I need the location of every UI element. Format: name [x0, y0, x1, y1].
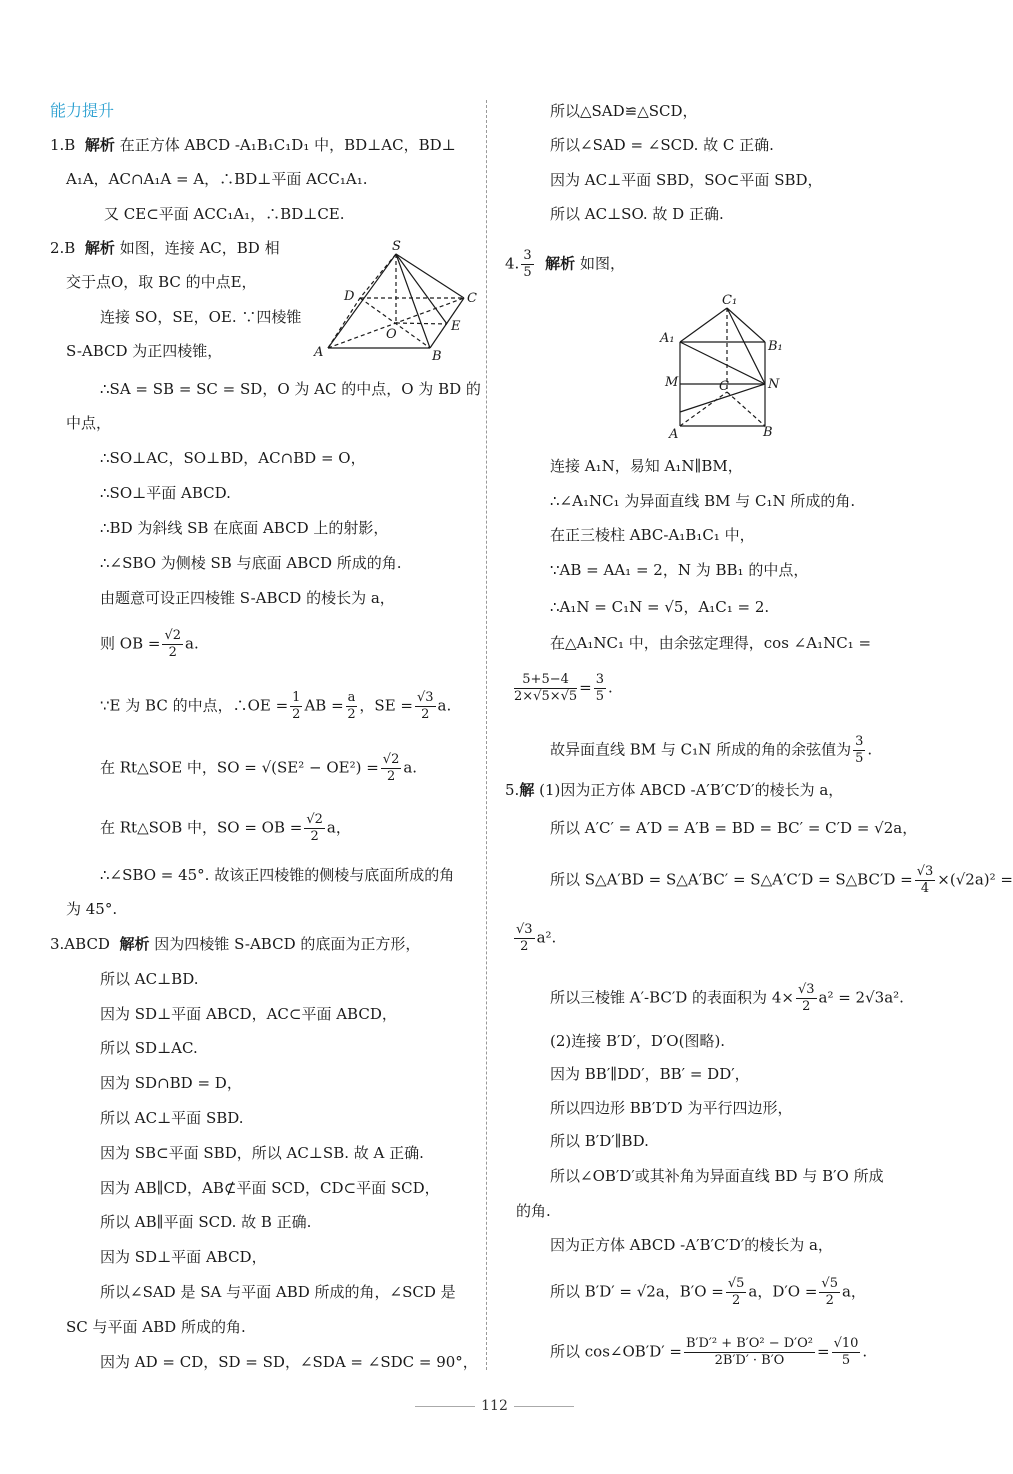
q3-line-f: 所以 AC⊥平面 SBD.: [100, 1109, 244, 1127]
q5-line-m: 所以 B′D′ = √2a，B′O = $\frac{√5}{2}$ a，D′O = $\frac{√5}{2}$ a，: [550, 1276, 866, 1308]
q3-line-b: 所以 AC⊥BD.: [100, 970, 199, 988]
q2-line-c: 连接 SO，SE，OE. ∵四棱锥: [100, 308, 302, 326]
fig2-label-b: B: [763, 425, 773, 440]
q3-line-e: 因为 SD∩BD = D，: [100, 1074, 242, 1092]
q3-line-h: 因为 AB∥CD，AB⊄平面 SCD，CD⊂平面 SCD，: [100, 1179, 440, 1197]
q3-line-n: 所以△SAD≌△SCD，: [550, 102, 698, 120]
section-heading: 能力提升: [50, 101, 115, 120]
fig2-label-b1: B₁: [768, 339, 783, 354]
q3-line-l: SC 与平面 ABD 所成的角.: [66, 1318, 246, 1336]
column-divider: [486, 100, 487, 1370]
fig1-label-s: S: [392, 239, 401, 254]
q5-line-k: 的角.: [516, 1202, 551, 1220]
q2-line-g: ∴SO⊥AC，SO⊥BD，AC∩BD = O，: [100, 449, 366, 467]
q5-line-e: 所以三棱锥 A′-BC′D 的表面积为 4× $\frac{√3}{2}$ a² = 2√3a².: [550, 982, 904, 1014]
page-number: 112: [481, 1398, 508, 1414]
q4-line-f: ∴A₁N = C₁N = √5，A₁C₁ = 2.: [550, 598, 770, 616]
footer-rule-left: [415, 1406, 475, 1407]
q2-line-k: 由题意可设正四棱锥 S-ABCD 的棱长为 a，: [100, 589, 395, 607]
q5-line-f: (2)连接 B′D′，D′O(图略).: [550, 1032, 726, 1050]
q4-line-b: 连接 A₁N，易知 A₁N∥BM，: [550, 457, 743, 475]
q3-line-p: 因为 AC⊥平面 SBD，SO⊂平面 SBD，: [550, 171, 823, 189]
q3-line-k: 所以∠SAD 是 SA 与平面 ABD 所成的角，∠SCD 是: [100, 1283, 456, 1301]
fig1-label-a: A: [314, 345, 324, 360]
q2-line-f: 中点，: [66, 414, 112, 432]
q5-line-n: 所以 cos∠OB′D′ = $\frac{\text{B′D′² + B′O² − D′O²}}{2B'D' \cdot B'O}$ = $\frac{√10}{5}$ .: [550, 1336, 868, 1368]
fig1-label-o: O: [386, 327, 397, 342]
fig2-label-a: A: [669, 427, 679, 442]
q3-line-q: 所以 AC⊥SO. 故 D 正确.: [550, 205, 724, 223]
q4-line-i: 故异面直线 BM 与 C₁N 所成的角的余弦值为 $\frac{3}{5}$ .: [550, 734, 873, 766]
fig2-label-c: C: [719, 379, 729, 394]
prism-figure: [655, 290, 795, 442]
fig1-label-d: D: [344, 289, 355, 304]
q3-line-d: 所以 SD⊥AC.: [100, 1039, 198, 1057]
q4-line-c: ∴∠A₁NC₁ 为异面直线 BM 与 C₁N 所成的角.: [550, 492, 856, 510]
q3-line-j: 因为 SD⊥平面 ABCD，: [100, 1248, 267, 1266]
fig1-label-e: E: [451, 319, 461, 334]
q2-line-q: 为 45°.: [66, 900, 118, 918]
q2-line-i: ∴BD 为斜线 SB 在底面 ABCD 上的射影，: [100, 519, 389, 537]
q2-line-m: ∵E 为 BC 的中点，∴OE = $\frac{1}{2}$ AB = $\frac{a}{2}$ ，SE = $\frac{√3}{2}$ a.: [100, 690, 452, 722]
q4-line-d: 在正三棱柱 ABC-A₁B₁C₁ 中，: [550, 526, 755, 544]
q4-line-h: $\frac{5+5-4}{2\times√5\times√5}$ = $\frac{3}{5}$ .: [514, 672, 613, 704]
q5-line-h: 所以四边形 BB′D′D 为平行四边形，: [550, 1099, 793, 1117]
q3-line-m: 因为 AD = CD，SD = SD，∠SDA = ∠SDC = 90°，: [100, 1353, 478, 1371]
q3-line-c: 因为 SD⊥平面 ABCD，AC⊂平面 ABCD，: [100, 1005, 397, 1023]
q4-line-a: 4. $\frac{3}{5}$ 解析 如图，: [505, 248, 625, 280]
q1-line-b: A₁A，AC∩A₁A = A，∴BD⊥平面 ACC₁A₁.: [66, 170, 368, 188]
q3-line-a: 3.ABCD 解析 因为四棱锥 S-ABCD 的底面为正方形，: [50, 935, 421, 953]
q4-line-g: 在△A₁NC₁ 中，由余弦定理得，cos ∠A₁NC₁ =: [550, 634, 872, 652]
q2-line-b: 交于点O，取 BC 的中点E，: [66, 273, 257, 291]
q3-line-g: 因为 SB⊂平面 SBD，所以 AC⊥SB. 故 A 正确.: [100, 1144, 424, 1162]
q2-line-j: ∴∠SBO 为侧棱 SB 与底面 ABCD 所成的角.: [100, 554, 402, 572]
q5-line-d: $\frac{√3}{2}$ a².: [516, 922, 557, 954]
fig2-label-m: M: [665, 375, 679, 390]
q2-line-l: 则 OB = $\frac{√2}{2}$ a.: [100, 628, 199, 660]
q2-line-o: 在 Rt△SOB 中，SO = OB = $\frac{√2}{2}$ a，: [100, 812, 351, 844]
q2-line-d: S-ABCD 为正四棱锥，: [66, 342, 223, 360]
q5-line-j: 所以∠OB′D′或其补角为异面直线 BD 与 B′O 所成: [550, 1167, 884, 1185]
q5-line-l: 因为正方体 ABCD -A′B′C′D′的棱长为 a，: [550, 1236, 833, 1254]
q2-line-e: ∴SA = SB = SC = SD，O 为 AC 的中点，O 为 BD 的: [100, 380, 481, 398]
q2-line-a: 2.B 解析 如图，连接 AC，BD 相: [50, 239, 280, 257]
fig1-label-b: B: [432, 349, 442, 364]
fig2-label-n: N: [768, 377, 780, 392]
q3-line-o: 所以∠SAD = ∠SCD. 故 C 正确.: [550, 136, 774, 154]
page-footer: [0, 1398, 989, 1414]
q5-line-i: 所以 B′D′∥BD.: [550, 1132, 649, 1150]
q5-line-b: 所以 A′C′ = A′D = A′B = BD = BC′ = C′D = √2a，: [550, 819, 918, 837]
footer-rule-right: [514, 1406, 574, 1407]
q2-line-n: 在 Rt△SOE 中，SO = √(SE² − OE²) = $\frac{√2}{2}$ a.: [100, 752, 418, 784]
fig2-label-a1: A₁: [660, 331, 675, 346]
q5-line-g: 因为 BB′∥DD′，BB′ = DD′，: [550, 1065, 750, 1083]
fig1-label-c: C: [467, 291, 477, 306]
q1-line-c: 又 CE⊂平面 ACC₁A₁，∴BD⊥CE.: [104, 205, 345, 223]
q1-line-a: 1.B 解析 在正方体 ABCD -A₁B₁C₁D₁ 中，BD⊥AC，BD⊥: [50, 136, 456, 154]
fig2-label-c1: C₁: [722, 293, 738, 308]
q4-line-e: ∵AB = AA₁ = 2，N 为 BB₁ 的中点，: [550, 561, 809, 579]
q5-line-c: 所以 S△A′BD = S△A′BC′ = S△A′C′D = S△BC′D = $\frac{√3}{4}$ ×(√2a)² =: [550, 864, 1013, 896]
q3-line-i: 所以 AB∥平面 SCD. 故 B 正确.: [100, 1213, 312, 1231]
q2-line-p: ∴∠SBO = 45°. 故该正四棱锥的侧棱与底面所成的角: [100, 866, 455, 884]
q5-line-a: 5.解 (1)因为正方体 ABCD -A′B′C′D′的棱长为 a，: [505, 781, 844, 799]
q2-line-h: ∴SO⊥平面 ABCD.: [100, 484, 231, 502]
pyramid-figure: [312, 236, 482, 364]
